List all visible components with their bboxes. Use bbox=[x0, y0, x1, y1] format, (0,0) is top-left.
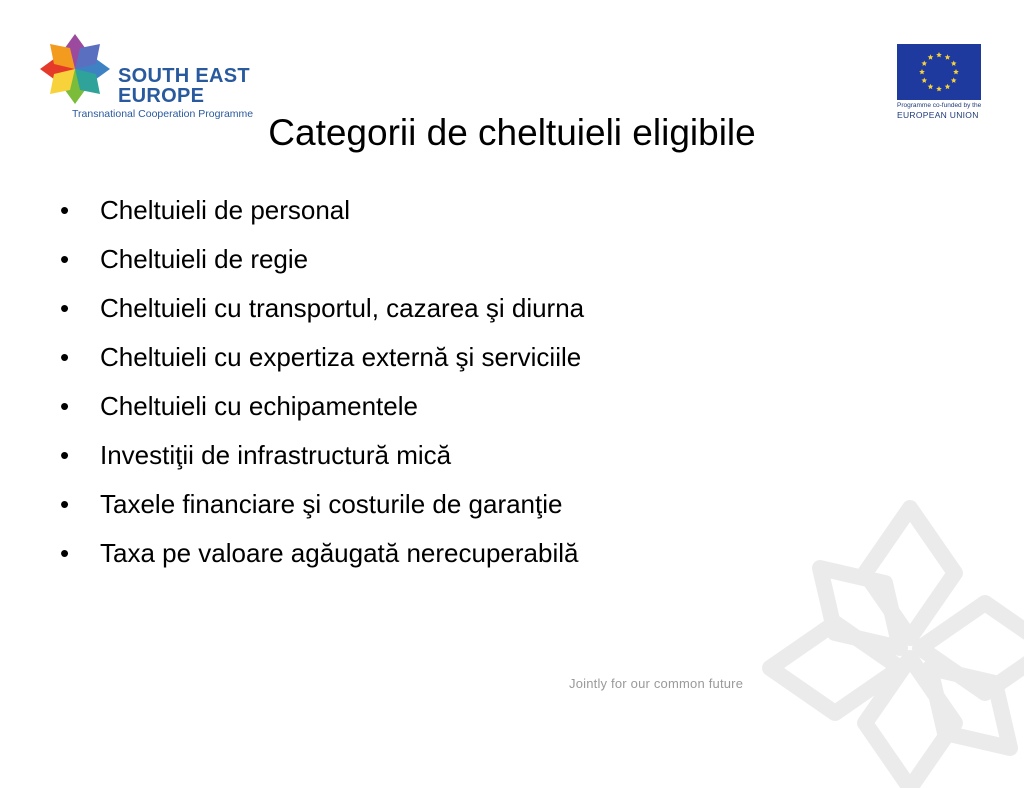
bullet-item bbox=[60, 333, 584, 382]
bullet-text: Taxele financiare şi costurile de garanţie bbox=[100, 489, 563, 519]
footer-tagline: Jointly for our common future bbox=[569, 676, 744, 691]
bullet-item bbox=[60, 186, 584, 235]
bullet-dot: • bbox=[60, 244, 70, 274]
bullet-text: Investiţii de infrastructură mică bbox=[100, 440, 452, 470]
bullet-dot: • bbox=[60, 342, 70, 372]
bullet-text: Taxa pe valoare agăugată nerecuperabilă bbox=[100, 538, 579, 568]
bullet-dot: • bbox=[60, 440, 70, 470]
bullet-dot: • bbox=[60, 391, 70, 421]
logo-line2: EUROPE bbox=[118, 85, 205, 107]
bullet-item bbox=[60, 431, 584, 480]
bullet-item bbox=[60, 382, 584, 431]
see-programme-logo bbox=[36, 30, 266, 122]
bullet-item bbox=[60, 284, 584, 333]
see-flower-icon bbox=[36, 30, 114, 108]
bullet-dot: • bbox=[60, 489, 70, 519]
bullet-item bbox=[60, 529, 584, 578]
watermark-flower-decoration bbox=[750, 498, 1024, 788]
bullet-text: Cheltuieli cu transportul, cazarea şi diurna bbox=[100, 293, 585, 323]
logo-subtitle: Transnational Cooperation Programme bbox=[72, 108, 254, 120]
bullet-dot: • bbox=[60, 195, 70, 225]
bullet-list bbox=[60, 186, 584, 578]
bullet-text: Cheltuieli de regie bbox=[100, 244, 309, 274]
logo-line1: SOUTH EAST bbox=[118, 65, 250, 87]
bullet-text: Cheltuieli cu echipamentele bbox=[100, 391, 418, 421]
eu-caption-line1: Programme co-funded by the bbox=[897, 102, 982, 109]
bullet-item bbox=[60, 235, 584, 284]
eu-flag-icon bbox=[897, 44, 981, 100]
eu-caption-line2: EUROPEAN UNION bbox=[897, 110, 979, 120]
bullet-item bbox=[60, 480, 584, 529]
bullet-dot: • bbox=[60, 538, 70, 568]
bullet-dot: • bbox=[60, 293, 70, 323]
bullet-text: Cheltuieli cu expertiza externă şi serviciile bbox=[100, 342, 582, 372]
slide-title: Categorii de cheltuieli eligibile bbox=[268, 112, 756, 153]
bullet-text: Cheltuieli de personal bbox=[100, 195, 351, 225]
